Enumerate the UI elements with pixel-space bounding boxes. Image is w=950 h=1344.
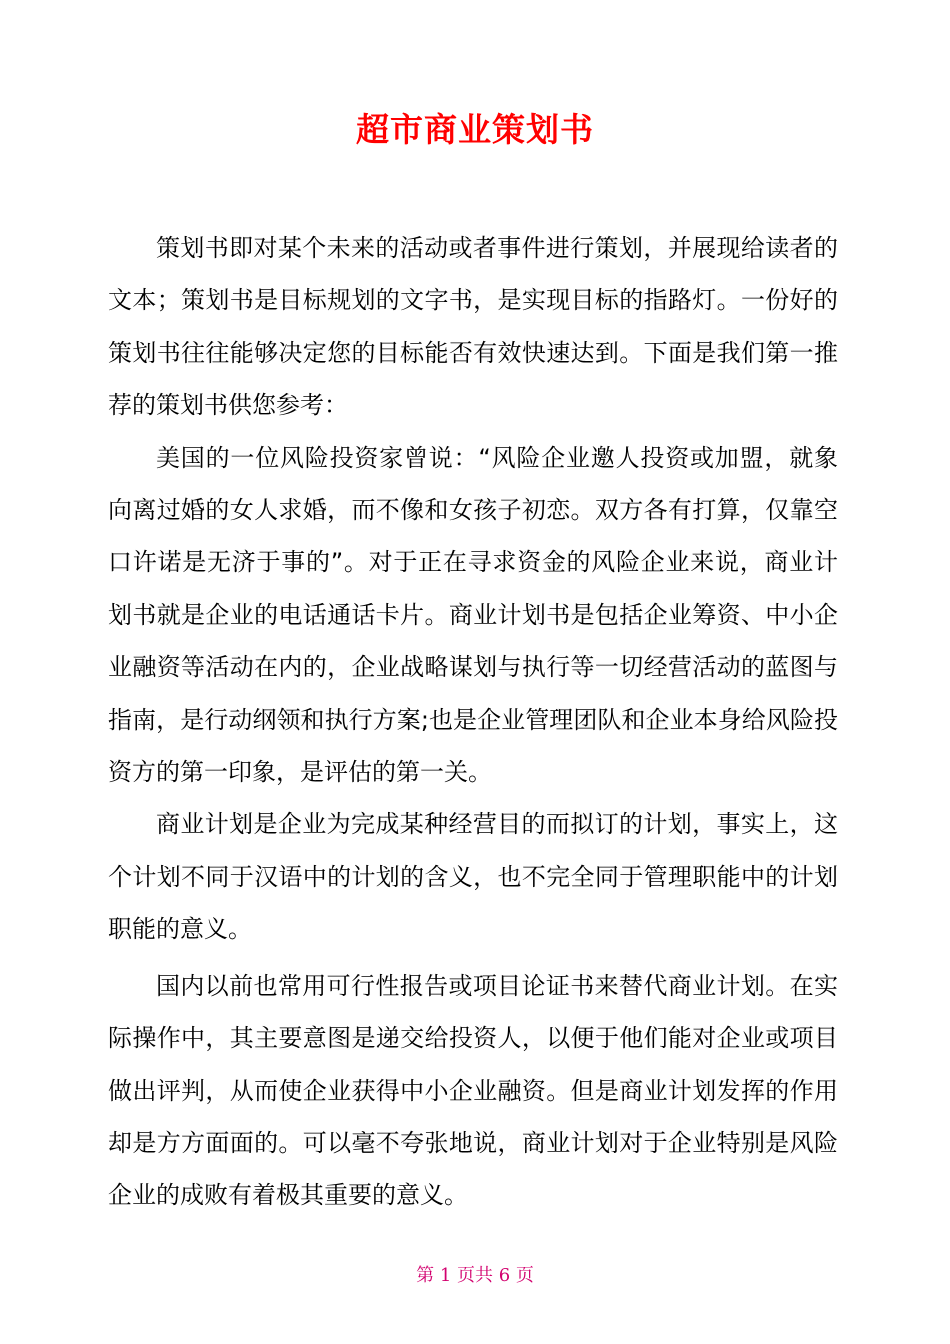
page-number-footer: 第 1 页共 6 页: [416, 1265, 534, 1286]
paragraph-feasibility-report: 国内以前也常用可行性报告或项目论证书来替代商业计划。在实际操作中，其主要意图是递交给投资人，以便于他们能对企业或项目做出评判，从而使企业获得中小企业融资。但是商业计划发挥的作用却是方方面面的。可以毫不夸张地说，商业计划对于企业特别是风险企业的成败有着极其重要的意义。: [108, 971, 838, 1210]
document-body: [108, 222, 838, 1222]
paragraph-business-plan-definition: 商业计划是企业为完成某种经营目的而拟订的计划，事实上，这个计划不同于汉语中的计划的含义，也不完全同于管理职能中的计划职能的意义。: [108, 810, 838, 944]
paragraph-intro: 策划书即对某个未来的活动或者事件进行策划，并展现给读者的文本；策划书是目标规划的文字书，是实现目标的指路灯。一份好的策划书往往能够决定您的目标能否有效快速达到。下面是我们第一推荐的策划书供您参考：: [108, 234, 838, 420]
paragraph-investor-quote: 美国的一位风险投资家曾说：“风险企业邀人投资或加盟，就象向离过婚的女人求婚，而不像和女孩子初恋。双方各有打算，仅靠空口许诺是无济于事的”。对于正在寻求资金的风险企业来说，商业计划书就是企业的电话通话卡片。商业计划书是包括企业筹资、中小企业融资等活动在内的，企业战略谋划与执行等一切经营活动的蓝图与指南，是行动纲领和执行方案;也是企业管理团队和企业本身给风险投资方的第一印象，是评估的第一关。: [108, 443, 838, 787]
document-title: 超市商业策划书: [356, 110, 594, 149]
